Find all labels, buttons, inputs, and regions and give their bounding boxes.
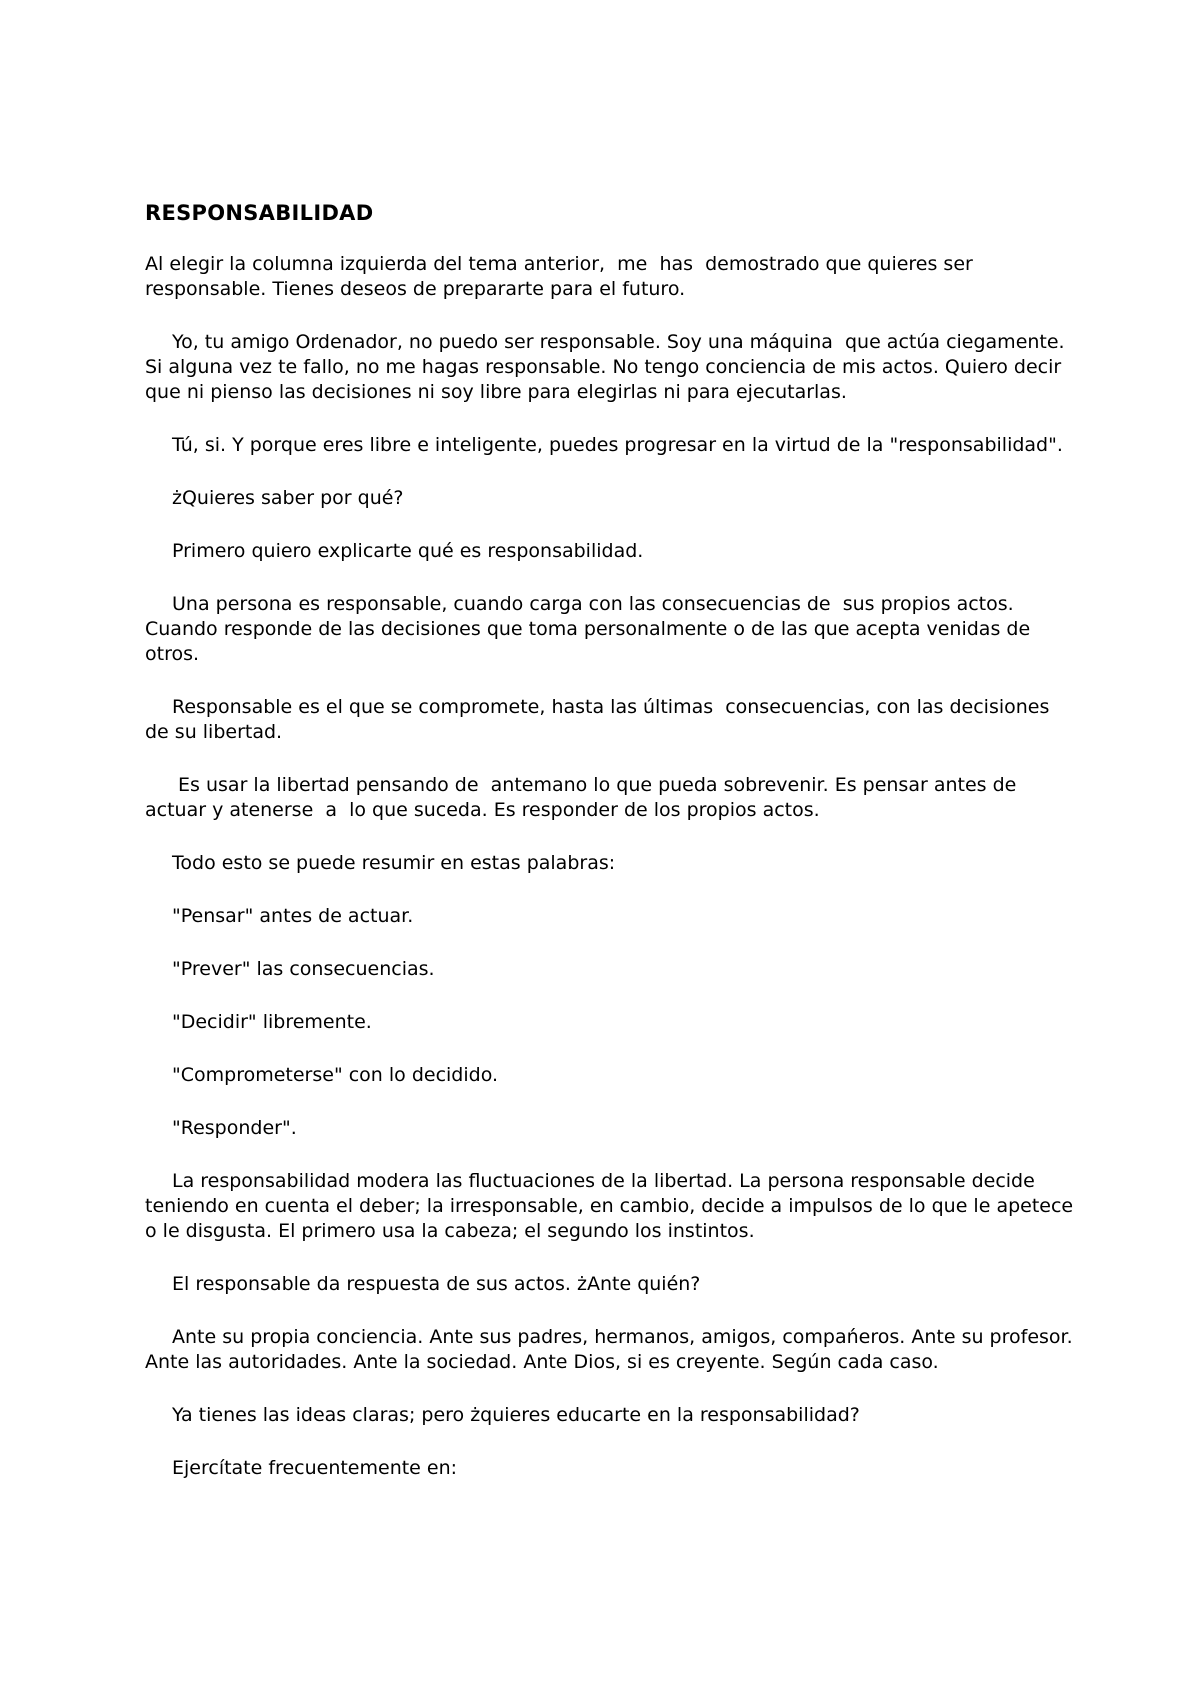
document-title: RESPONSABILIDAD <box>145 201 374 225</box>
list-item: "Pensar" antes de actuar. <box>172 905 414 927</box>
paragraph: Tú, si. Y porque eres libre e inteligente, puedes progresar en la virtud de la "responsabilidad". <box>172 434 1063 456</box>
list-item: "Responder". <box>172 1117 297 1139</box>
document-body <box>145 200 1080 1509</box>
paragraph: Una persona es responsable, cuando carga con las consecuencias de sus propios actos. Cuando responde de las decisiones que toma personalmente o de las que acepta venidas de otros. <box>145 593 1037 665</box>
list-item: "Decidir" libremente. <box>172 1011 372 1033</box>
paragraph: Responsable es el que se compromete, hasta las últimas consecuencias, con las decisiones de su libertad. <box>145 696 1056 743</box>
paragraph: Todo esto se puede resumir en estas palabras: <box>172 852 616 874</box>
paragraph: Ante su propia conciencia. Ante sus padres, hermanos, amigos, compańeros. Ante su profesor. Ante las autoridades. Ante la sociedad. Ante Dios, si es creyente. Según cada caso. <box>145 1326 1079 1373</box>
paragraph: El responsable da respuesta de sus actos. żAnte quién? <box>172 1273 701 1295</box>
paragraph: Ya tienes las ideas claras; pero żquieres educarte en la responsabilidad? <box>172 1404 860 1426</box>
paragraph: Al elegir la columna izquierda del tema anterior, me has demostrado que quieres ser responsable. Tienes deseos de prepararte para el futuro. <box>145 253 979 300</box>
paragraph: żQuieres saber por qué? <box>172 487 404 509</box>
paragraph: Ejercítate frecuentemente en: <box>172 1457 458 1479</box>
list-item: "Prever" las consecuencias. <box>172 958 435 980</box>
paragraph: Yo, tu amigo Ordenador, no puedo ser responsable. Soy una máquina que actúa ciegamente. Si alguna vez te fallo, no me hagas responsable. No tengo conciencia de mis actos. Quiero decir que ni pienso las decisiones ni soy libre para elegirlas ni para ejecutarlas. <box>145 331 1071 403</box>
paragraph: Primero quiero explicarte qué es responsabilidad. <box>172 540 644 562</box>
list-item: "Comprometerse" con lo decidido. <box>172 1064 499 1086</box>
paragraph: Es usar la libertad pensando de antemano lo que pueda sobrevenir. Es pensar antes de actuar y atenerse a lo que suceda. Es responder de los propios actos. <box>145 774 1023 821</box>
paragraph: La responsabilidad modera las fluctuaciones de la libertad. La persona responsable decide teniendo en cuenta el deber; la irresponsable, en cambio, decide a impulsos de lo que le apetece o le disgusta. El primero usa la cabeza; el segundo los instintos. <box>145 1170 1080 1242</box>
